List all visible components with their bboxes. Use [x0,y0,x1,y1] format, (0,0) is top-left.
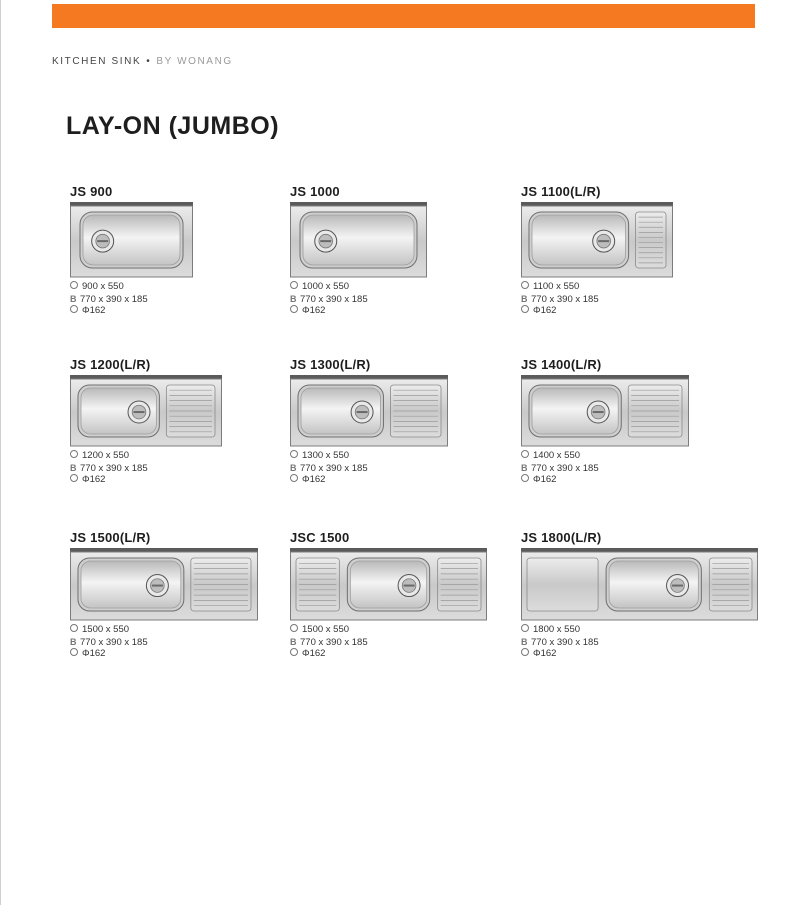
spec-bowl [290,293,430,305]
drainboard [628,385,682,437]
overall-size-icon [70,450,78,458]
spec-waste [521,648,761,660]
product-card [521,184,681,317]
spec-waste-value: Φ162 [533,474,557,485]
product-name: JS 1300(L/R) [290,357,371,372]
drain-icon [92,230,114,252]
sink-back-lip [70,375,222,379]
drain-icon [315,230,337,252]
waste-hole-icon [290,474,298,482]
spec-overall-value: 1500 x 550 [82,624,130,635]
spec-bowl-value: 770 x 390 x 185 [531,294,599,305]
spec-bowl-value: 770 x 390 x 185 [300,463,368,474]
by-line: BY WONANG [156,56,233,67]
sink-back-lip [70,548,258,552]
drain-icon [398,575,420,597]
flat-work-area [527,558,598,611]
drainboard [191,558,251,611]
header-separator: • [146,56,152,67]
waste-hole-icon [521,305,529,313]
spec-waste-value: Φ162 [82,474,106,485]
spec-bowl [290,636,490,648]
spec-bowl-value: 770 x 390 x 185 [300,294,368,305]
product-card [70,357,230,486]
sink-image [521,548,758,621]
drain-icon [128,401,150,423]
page-edge [0,0,1,905]
spec-bowl-value: 770 x 390 x 185 [80,463,148,474]
drainboard [166,385,215,437]
drainboard [636,212,666,268]
overall-size-icon [521,281,529,289]
spec-waste-value: Φ162 [302,305,326,316]
spec-bowl [70,462,230,474]
product-card [290,184,430,317]
product-name: JS 1000 [290,184,340,199]
product-name: JS 900 [70,184,113,199]
sink-image [521,202,673,278]
spec-overall-value: 1300 x 550 [302,450,350,461]
drain-icon [593,230,615,252]
sink-image [290,548,487,621]
spec-bowl-value: 770 x 390 x 185 [80,637,148,648]
brand-label: KITCHEN SINK [52,56,142,67]
sink-bowl [298,385,383,437]
spec-waste-value: Φ162 [82,648,106,659]
spec-overall [521,450,691,462]
spec-list [521,450,691,486]
overall-size-icon [521,450,529,458]
sink-bowl [78,385,159,437]
overall-size-icon [70,281,78,289]
spec-overall-value: 1800 x 550 [533,624,581,635]
bowl-size-icon: B [70,294,77,304]
overall-size-icon [70,624,78,632]
sink-image [70,548,258,621]
spec-list [70,450,230,486]
spec-waste [521,474,691,486]
sink-image [521,375,689,447]
drain-icon [351,401,373,423]
sink-back-lip [290,548,487,552]
product-card [70,530,260,660]
spec-waste-value: Φ162 [302,474,326,485]
drain-icon [667,575,689,597]
spec-list [521,624,761,660]
sink-bowl [80,212,183,268]
bowl-size-icon: B [521,294,528,304]
waste-hole-icon [290,648,298,656]
spec-bowl [521,636,761,648]
product-name: JS 1200(L/R) [70,357,151,372]
sink-back-lip [290,375,448,379]
sink-bowl [300,212,417,268]
sink-image [70,375,222,447]
spec-overall [521,624,761,636]
accent-top-bar [52,4,755,28]
spec-bowl [521,462,691,474]
spec-waste [521,305,681,317]
overall-size-icon [290,450,298,458]
waste-hole-icon [70,474,78,482]
drainboard [296,558,339,611]
waste-hole-icon [290,305,298,313]
spec-bowl-value: 770 x 390 x 185 [300,637,368,648]
bowl-size-icon: B [521,463,528,473]
product-name: JSC 1500 [290,530,350,545]
drainboard [438,558,481,611]
spec-overall [290,624,490,636]
product-card [290,357,450,486]
spec-list [290,624,490,660]
sink-bowl [78,558,184,611]
spec-overall-value: 900 x 550 [82,281,124,292]
product-card [70,184,210,317]
product-name: JS 1400(L/R) [521,357,602,372]
spec-waste [70,305,210,317]
spec-waste [70,474,230,486]
spec-waste [290,648,490,660]
spec-waste-value: Φ162 [82,305,106,316]
spec-list [70,624,260,660]
spec-waste [290,305,430,317]
sink-image [290,375,448,447]
spec-bowl-value: 770 x 390 x 185 [531,637,599,648]
spec-bowl-value: 770 x 390 x 185 [531,463,599,474]
drainboard [709,558,752,611]
sink-bowl [347,558,429,611]
spec-overall [70,624,260,636]
overall-size-icon [290,281,298,289]
sink-bowl [606,558,701,611]
spec-overall [70,450,230,462]
overall-size-icon [290,624,298,632]
spec-waste [290,474,450,486]
sink-back-lip [521,548,758,552]
spec-waste [70,648,260,660]
sink-back-lip [521,375,689,379]
spec-bowl [70,293,210,305]
product-card [290,530,490,660]
bowl-size-icon: B [70,463,77,473]
product-name: JS 1800(L/R) [521,530,602,545]
product-name: JS 1500(L/R) [70,530,151,545]
product-name: JS 1100(L/R) [521,184,601,199]
page-title: LAY-ON (JUMBO) [66,112,280,140]
spec-bowl [290,462,450,474]
spec-overall-value: 1000 x 550 [302,281,350,292]
drain-icon [587,401,609,423]
spec-list [290,450,450,486]
spec-list [521,281,681,317]
spec-waste-value: Φ162 [533,305,557,316]
spec-overall [70,281,210,293]
spec-waste-value: Φ162 [302,648,326,659]
bowl-size-icon: B [521,637,528,647]
spec-bowl-value: 770 x 390 x 185 [80,294,148,305]
drain-icon [146,575,168,597]
bowl-size-icon: B [70,637,77,647]
sink-back-lip [290,202,427,206]
spec-waste-value: Φ162 [533,648,557,659]
spec-overall [290,281,430,293]
bowl-size-icon: B [290,294,297,304]
running-header [52,56,233,67]
spec-bowl [521,293,681,305]
drainboard [390,385,441,437]
overall-size-icon [521,624,529,632]
sink-image [70,202,193,278]
spec-overall-value: 1100 x 550 [533,281,580,292]
spec-overall-value: 1200 x 550 [82,450,130,461]
sink-back-lip [521,202,673,206]
waste-hole-icon [70,305,78,313]
spec-bowl [70,636,260,648]
sink-bowl [529,385,621,437]
spec-overall-value: 1500 x 550 [302,624,350,635]
spec-overall [290,450,450,462]
waste-hole-icon [70,648,78,656]
product-card [521,357,691,486]
sink-image [290,202,427,278]
product-card [521,530,761,660]
bowl-size-icon: B [290,637,297,647]
spec-overall [521,281,681,293]
bowl-size-icon: B [290,463,297,473]
spec-list [70,281,210,317]
waste-hole-icon [521,648,529,656]
sink-bowl [529,212,629,268]
waste-hole-icon [521,474,529,482]
sink-back-lip [70,202,193,206]
spec-overall-value: 1400 x 550 [533,450,581,461]
spec-list [290,281,430,317]
